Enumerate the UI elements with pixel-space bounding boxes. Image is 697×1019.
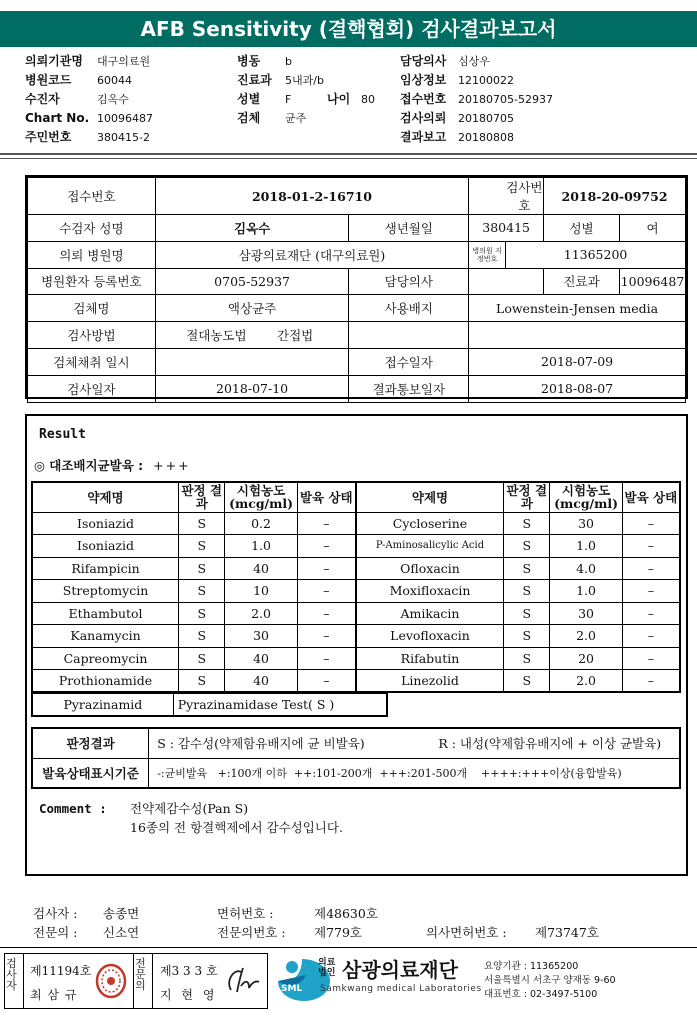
doctor-license: 제73747호: [535, 925, 599, 940]
pza-drug: Pyrazinamid: [32, 694, 173, 717]
address: 서울특별시 서초구 양재동 9-60: [484, 975, 616, 986]
hospital-code: 11365200: [506, 241, 686, 268]
growth-status: –: [297, 670, 356, 693]
judge-result: S: [179, 602, 225, 625]
judge-result: S: [179, 670, 225, 693]
header-label: 임상정보: [400, 73, 447, 87]
header-value: 20180705: [458, 112, 514, 125]
growth-status: –: [622, 625, 680, 648]
sex: 여: [619, 215, 685, 242]
report-title: AFB Sensitivity (결핵협회) 검사결과보고서: [0, 11, 697, 47]
judge-result: S: [504, 535, 550, 558]
judge-result: S: [179, 557, 225, 580]
org-name: 삼광의료재단: [342, 958, 458, 982]
drug-name: Levofloxacin: [356, 625, 504, 648]
header-label: 결과보고: [400, 130, 447, 144]
drug-row: [32, 647, 680, 670]
header-value: 380415-2: [97, 131, 150, 144]
judge-result: S: [504, 625, 550, 648]
header-value: 60044: [97, 74, 132, 87]
culture-growth: [34, 456, 191, 474]
judge-s: S : 감수성(약제함유배지에 균 비발육): [149, 728, 431, 758]
col-conc: 시험농도 (mcg/ml): [225, 482, 297, 512]
test-concentration: 1.0: [550, 580, 622, 603]
reg-no-label: 병원환자 등록번호: [28, 268, 156, 295]
header-value: 20180808: [458, 131, 514, 144]
doctor-label: 담당의사: [349, 268, 469, 295]
doctor: [469, 268, 544, 295]
collect-label: 검체채취 일시: [28, 348, 156, 375]
growth-status: –: [622, 512, 680, 535]
drug-name: Kanamycin: [32, 625, 179, 648]
header-value: 10096487: [97, 112, 153, 125]
received: 2018-07-09: [469, 348, 686, 375]
sex-label: 성별: [544, 215, 620, 242]
col-judge: 판정 결과: [504, 482, 550, 512]
drug-name: Capreomycin: [32, 647, 179, 670]
legend-table: [31, 727, 681, 789]
drug-row: [32, 580, 680, 603]
tel: 대표번호 : 02-3497-5100: [484, 989, 598, 1000]
header-label: 담당의사: [400, 54, 447, 68]
growth-status: –: [297, 535, 356, 558]
test-concentration: 40: [225, 647, 297, 670]
box2-line2: 지 현 영: [160, 988, 218, 1002]
header-col3: [400, 52, 553, 147]
growth-status: –: [622, 670, 680, 693]
test-no: 2018-20-09752: [544, 178, 686, 215]
specialist-label: 전문의 :: [33, 925, 78, 940]
receipt-no: 2018-01-2-16710: [155, 178, 468, 215]
drug-name: Prothionamide: [32, 670, 179, 693]
hospital-label: 의뢰 병원명: [28, 241, 156, 268]
growth-status: –: [622, 602, 680, 625]
col-drug: 약제명: [32, 482, 179, 512]
header-value: 20180705-52937: [458, 93, 553, 106]
specimen: 액상균주: [155, 295, 349, 322]
info-table: [27, 177, 686, 403]
header-label: 수진자: [25, 92, 60, 106]
test-concentration: 20: [550, 647, 622, 670]
drug-name: Cycloserine: [356, 512, 504, 535]
header-label: 성별: [237, 92, 261, 106]
test-concentration: 10: [225, 580, 297, 603]
judge-result: S: [179, 647, 225, 670]
judge-result: S: [504, 647, 550, 670]
drug-table-header: [32, 482, 680, 512]
drug-name: Amikacin: [356, 602, 504, 625]
method-2: 간접법: [277, 322, 349, 349]
judge-result: S: [179, 535, 225, 558]
culture-value: +++: [153, 458, 191, 473]
col-drug: 약제명: [356, 482, 504, 512]
birth: 380415: [469, 215, 544, 242]
header-label: 의뢰기관명: [25, 54, 83, 68]
receipt-no-label: 접수번호: [28, 178, 156, 215]
growth-status: –: [622, 580, 680, 603]
org-en: Samkwang medical Laboratories: [320, 984, 482, 994]
drug-name: Isoniazid: [32, 512, 179, 535]
growth-text: -:균비발육 +:100개 이하 ++:101-200개 +++:201-500개 ++++:+++이상(융합발육): [149, 758, 680, 788]
header-col1: [25, 52, 153, 147]
reg-no: 0705-52937: [155, 268, 349, 295]
culture-label: ◎ 대조배지균발육 :: [34, 458, 144, 473]
drug-name: Linezolid: [356, 670, 504, 693]
comment-label: Comment :: [39, 801, 107, 816]
dept-label: 진료과: [544, 268, 620, 295]
collect: [155, 348, 349, 375]
test-concentration: 30: [550, 602, 622, 625]
header-label: Chart No.: [25, 111, 90, 125]
header-value: b: [285, 55, 292, 68]
box2-vertical-label: [135, 958, 149, 991]
license: 제48630호: [314, 906, 378, 921]
hospital: 삼광의료재단 (대구의료원): [155, 241, 468, 268]
logo-text: SML: [281, 984, 303, 994]
test-date: 2018-07-10: [155, 375, 349, 402]
comment-line2: 16종의 전 항결핵제에서 감수성입니다.: [130, 820, 343, 835]
test-concentration: 30: [225, 625, 297, 648]
drug-table-wrap: [31, 481, 681, 717]
col-conc: 시험농도 (mcg/ml): [550, 482, 622, 512]
age-label: 나이: [327, 92, 351, 106]
header-divider: [0, 153, 697, 155]
growth-status: –: [297, 512, 356, 535]
drug-name: Ofloxacin: [356, 557, 504, 580]
header-value: 심상우: [458, 55, 490, 68]
drug-table: [31, 481, 681, 693]
patient-name: 김옥수: [155, 215, 349, 242]
test-concentration: 1.0: [225, 535, 297, 558]
comment-line1: 전약제감수성(Pan S): [130, 801, 249, 816]
pza-result: Pyrazinamidase Test( S ): [173, 694, 387, 717]
box1-vertical-label: [6, 958, 20, 991]
care-no: 요양기관 : 11365200: [484, 961, 579, 972]
growth-status: –: [622, 535, 680, 558]
legend-wrap: [31, 727, 681, 789]
test-concentration: 40: [225, 557, 297, 580]
specialist: 신소연: [103, 925, 140, 940]
test-no-label: 검사번호: [506, 178, 544, 215]
drug-name: Streptomycin: [32, 580, 179, 603]
test-concentration: 30: [550, 512, 622, 535]
header-value: 12100022: [458, 74, 514, 87]
header-label: 접수번호: [400, 92, 447, 106]
dept: 10096487: [619, 268, 685, 295]
judge-result: S: [179, 625, 225, 648]
header-value: 대구의료원: [97, 55, 151, 68]
header-label: 병원코드: [25, 73, 72, 87]
judge-result: S: [504, 512, 550, 535]
drug-row: [32, 512, 680, 535]
header-value: 균주: [285, 112, 307, 125]
box2-vert-text: 전문의: [135, 957, 146, 992]
examiner-label: 검사자 :: [33, 906, 78, 921]
judge-label: 판정결과: [32, 728, 149, 758]
medium-label: 사용배지: [349, 295, 469, 322]
header-divider: [0, 158, 697, 159]
growth-status: –: [297, 625, 356, 648]
header-label: 병동: [237, 54, 261, 68]
growth-status: –: [622, 647, 680, 670]
header-label: 검체: [237, 111, 261, 125]
header-label: 주민번호: [25, 130, 72, 144]
drug-name: Rifabutin: [356, 647, 504, 670]
header-label: 진료과: [237, 73, 272, 87]
specimen-label: 검체명: [28, 295, 156, 322]
drug-name: Moxifloxacin: [356, 580, 504, 603]
box1-vert-text: 검사자: [6, 957, 17, 992]
col-judge: 판정 결과: [179, 482, 225, 512]
doctor-license-label: 의사면허번호 :: [426, 925, 507, 940]
growth-status: –: [297, 557, 356, 580]
judge-result: S: [504, 670, 550, 693]
header-label: 검사의뢰: [400, 111, 447, 125]
growth-status: –: [622, 557, 680, 580]
pza-table: [31, 693, 388, 717]
judge-result: S: [504, 602, 550, 625]
medium: Lowenstein-Jensen media: [469, 295, 686, 322]
header-value: 5내과/b: [285, 74, 324, 87]
hospital-code-label: 병의원 지정번호: [469, 241, 506, 268]
method-label: 검사방법: [28, 322, 156, 349]
birth-label: 생년월일: [349, 215, 469, 242]
test-concentration: 40: [225, 670, 297, 693]
growth-label: 발육상태표시기준: [32, 758, 149, 788]
test-concentration: 4.0: [550, 557, 622, 580]
seal-stamp: [95, 963, 127, 999]
box1-line1: 제11194호: [30, 964, 92, 978]
comment: [39, 801, 107, 816]
judge-result: S: [179, 512, 225, 535]
patient-name-label: 수검자 성명: [28, 215, 156, 242]
box1-line2: 최 삼 규: [30, 988, 78, 1002]
report-date-label: 결과통보일자: [349, 375, 469, 402]
drug-row: [32, 535, 680, 558]
method-1: 절대농도법: [155, 322, 277, 349]
header-value: F: [285, 93, 292, 106]
drug-name: Isoniazid: [32, 535, 179, 558]
examiner: 송종면: [103, 906, 140, 921]
org-type: 의료 법인: [318, 958, 336, 978]
drug-row: [32, 670, 680, 693]
info-table-box: [25, 175, 688, 399]
judge-result: S: [179, 580, 225, 603]
test-concentration: 2.0: [550, 670, 622, 693]
drug-row: [32, 557, 680, 580]
drug-name: Ethambutol: [32, 602, 179, 625]
box2-line1: 제3 3 3 호: [160, 964, 218, 978]
received-label: 접수일자: [349, 348, 469, 375]
drug-name: P-Aminosalicylic Acid: [356, 535, 504, 558]
result-title: Result: [39, 427, 86, 442]
report-date: 2018-08-07: [469, 375, 686, 402]
handwritten-signature: [223, 962, 263, 1000]
judge-result: S: [504, 580, 550, 603]
spec-no-label: 전문의번호 :: [217, 925, 286, 940]
test-concentration: 0.2: [225, 512, 297, 535]
header-value: 김옥수: [97, 93, 129, 106]
drug-row: [32, 625, 680, 648]
col-growth: 발육 상태: [622, 482, 680, 512]
header-col2: [237, 52, 375, 128]
test-concentration: 2.0: [225, 602, 297, 625]
drug-row: [32, 602, 680, 625]
judge-r: R : 내성(약제함유배지에 + 이상 균발육): [430, 728, 680, 758]
footer-divider: [0, 947, 697, 948]
spec-no: 제779호: [314, 925, 363, 940]
test-date-label: 검사일자: [28, 375, 156, 402]
col-growth: 발육 상태: [297, 482, 356, 512]
growth-status: –: [297, 602, 356, 625]
growth-status: –: [297, 647, 356, 670]
age-value: 80: [361, 93, 375, 106]
growth-status: –: [297, 580, 356, 603]
drug-name: Rifampicin: [32, 557, 179, 580]
test-concentration: 1.0: [550, 535, 622, 558]
judge-result: S: [504, 557, 550, 580]
test-concentration: 2.0: [550, 625, 622, 648]
license-label: 면허번호 :: [217, 906, 274, 921]
